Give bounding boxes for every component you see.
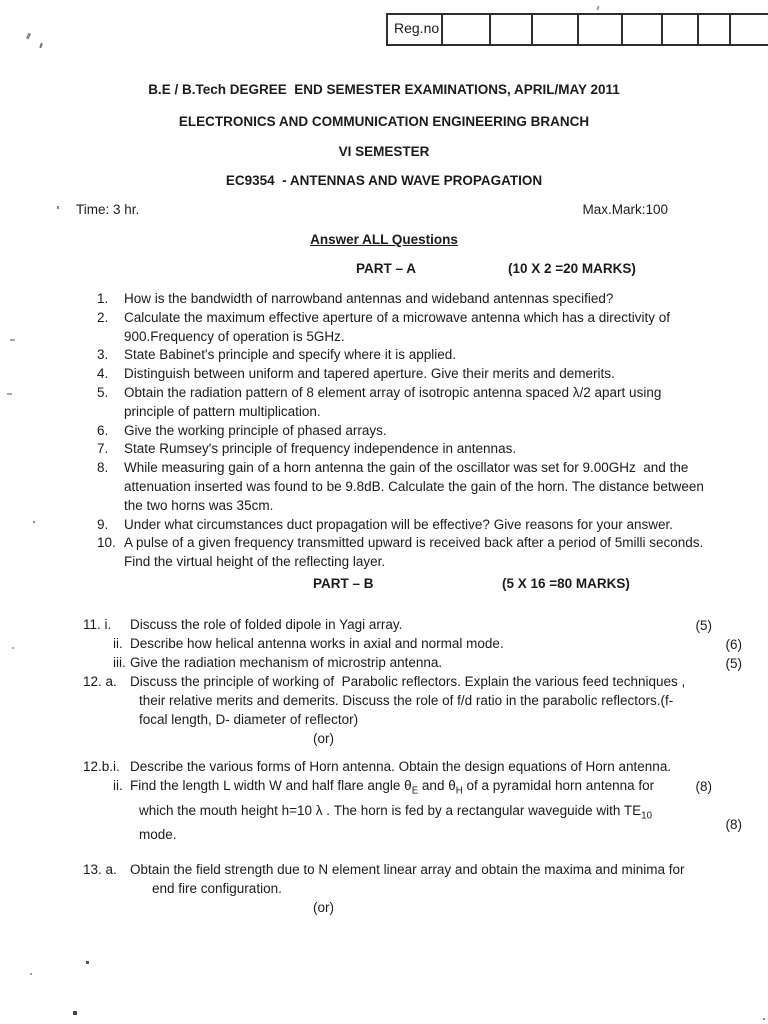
- question-item: [97, 384, 715, 422]
- part-b-marks: (5 X 16 =80 MARKS): [502, 576, 630, 591]
- question-number: 13. a.: [83, 862, 117, 878]
- question-number: 11. i.: [83, 617, 112, 632]
- part-a-title: PART – A: [356, 261, 417, 276]
- question-item: [113, 653, 742, 672]
- question-item: [97, 459, 715, 515]
- max-mark-label: Max.Mark:100: [582, 202, 668, 217]
- question-marks: (5): [695, 618, 712, 633]
- scan-speck: [30, 973, 32, 975]
- question-number: 1.: [97, 291, 109, 306]
- regno-cell: [441, 15, 489, 44]
- question-item: [97, 309, 715, 347]
- question-number: ii.: [113, 778, 123, 793]
- question-text: Calculate the maximum effective aperture of a microwave antenna which has a directivity of 900.Frequency of operation is 5GHz.: [124, 309, 674, 344]
- question-item: [83, 860, 712, 898]
- question-item: [97, 365, 715, 384]
- regno-label: Reg.no: [394, 20, 440, 36]
- question-number: 7.: [97, 441, 109, 457]
- question-number: 5.: [97, 384, 109, 400]
- question-text: Give the radiation mechanism of microstrip antenna.: [130, 655, 443, 670]
- question-item: [97, 534, 715, 572]
- scan-speck: [33, 521, 35, 523]
- question-number: 10.: [97, 535, 116, 551]
- part-b-question-list: [83, 615, 742, 917]
- scan-speck: [597, 6, 600, 10]
- part-a-marks: (10 X 2 =20 MARKS): [508, 261, 636, 276]
- question-text: Describe how helical antenna works in axial and normal mode.: [130, 636, 504, 651]
- question-item: [97, 440, 715, 459]
- scan-speck: [12, 647, 14, 649]
- regno-cell: [531, 15, 577, 44]
- question-number: 4.: [97, 366, 109, 382]
- question-item: [97, 290, 715, 309]
- question-item: [97, 422, 715, 441]
- question-marks: (5): [725, 656, 742, 671]
- scan-speck: [26, 33, 31, 40]
- question-number: 8.: [97, 460, 109, 476]
- question-text: Find the length L width W and half flare angle $\theta_E$ and $\theta_H$ of a pyramidal horn antenna for which the mouth height h=10 λ . The horn is fed by a rectangular waveguide with $TE_{10}$ mode.: [130, 778, 658, 843]
- subject-title: EC9354 - ANTENNAS AND WAVE PROPAGATION: [225, 173, 543, 188]
- question-text: State Rumsey's principle of frequency independence in antennas.: [124, 441, 517, 457]
- scan-speck: [7, 393, 12, 395]
- regno-cell: [621, 15, 661, 44]
- regno-cell: [577, 15, 621, 44]
- question-marks: (8): [695, 779, 712, 794]
- or-separator: (or): [313, 900, 334, 916]
- question-text: Obtain the radiation pattern of 8 element array of isotropic antenna spaced λ/2 apart using principle of pattern multiplication.: [124, 384, 666, 419]
- question-item: [97, 516, 715, 535]
- question-item: [83, 615, 712, 634]
- question-number: iii.: [113, 655, 126, 670]
- regno-cell: [697, 15, 729, 44]
- question-marks: (6): [725, 637, 742, 652]
- regno-cell: [489, 15, 531, 44]
- time-marks-row: [76, 202, 668, 217]
- regno-table: [386, 13, 768, 46]
- question-item: [113, 634, 742, 653]
- question-text: How is the bandwidth of narrowband antennas and wideband antennas specified?: [124, 291, 614, 306]
- question-number: 2.: [97, 309, 109, 325]
- semester-title: VI SEMESTER: [338, 144, 430, 159]
- regno-cell: [661, 15, 697, 44]
- time-label: Time: 3 hr.: [76, 202, 140, 217]
- exam-title: B.E / B.Tech DEGREE END SEMESTER EXAMINATIONS, APRIL/MAY 2011: [148, 82, 620, 97]
- question-number: 9.: [97, 516, 109, 532]
- or-separator: (or): [313, 731, 334, 746]
- question-item: [97, 346, 715, 365]
- question-text: Discuss the role of folded dipole in Yagi array.: [130, 617, 403, 632]
- part-b-title: PART – B: [313, 576, 374, 591]
- scan-speck: [763, 1018, 765, 1020]
- regno-cell: [729, 15, 768, 44]
- question-number: 6.: [97, 422, 109, 438]
- scan-speck: [86, 961, 89, 964]
- question-text: Distinguish between uniform and tapered aperture. Give their merits and demerits.: [124, 366, 615, 382]
- question-number: 3.: [97, 347, 109, 363]
- branch-title: ELECTRONICS AND COMMUNICATION ENGINEERING BRANCH: [178, 114, 590, 129]
- question-text: A pulse of a given frequency transmitted upward is received back after a period of 5milli seconds. Find the virtual height of the reflecting layer.: [124, 535, 708, 570]
- question-text: State Babinet's principle and specify where it is applied.: [124, 347, 457, 363]
- question-text: Obtain the field strength due to N element linear array and obtain the maxima and minima for end fire configuration.: [130, 862, 689, 897]
- question-marks: (8): [725, 817, 742, 832]
- scan-speck: [73, 1011, 77, 1015]
- answer-all-heading: Answer ALL Questions: [310, 232, 458, 247]
- question-text: Describe the various forms of Horn antenna. Obtain the design equations of Horn antenna.: [130, 759, 672, 774]
- question-number: 12. a.: [83, 674, 117, 689]
- scan-speck: [57, 206, 59, 209]
- scan-speck: [39, 43, 42, 48]
- question-text: Under what circumstances duct propagation will be effective? Give reasons for your answer.: [124, 516, 674, 532]
- question-text: Discuss the principle of working of Parabolic reflectors. Explain the various feed techniques , their relative merits and demerits. Discuss the role of f/d ratio in the parabolic reflectors.(f-focal length, D- diameter of reflector): [130, 674, 690, 727]
- question-number: 12.b.i.: [83, 759, 120, 774]
- question-text: Give the working principle of phased arrays.: [124, 422, 387, 438]
- part-a-question-list: [97, 290, 715, 572]
- question-text: While measuring gain of a horn antenna the gain of the oscillator was set for 9.00GHz and the attenuation inserted was found to be 9.8dB. Calculate the gain of the horn. The distance between the two horns was 35cm.: [124, 460, 708, 513]
- question-item: [83, 672, 712, 729]
- question-item: [113, 776, 742, 844]
- question-number: ii.: [113, 636, 123, 651]
- scan-speck: [10, 339, 15, 341]
